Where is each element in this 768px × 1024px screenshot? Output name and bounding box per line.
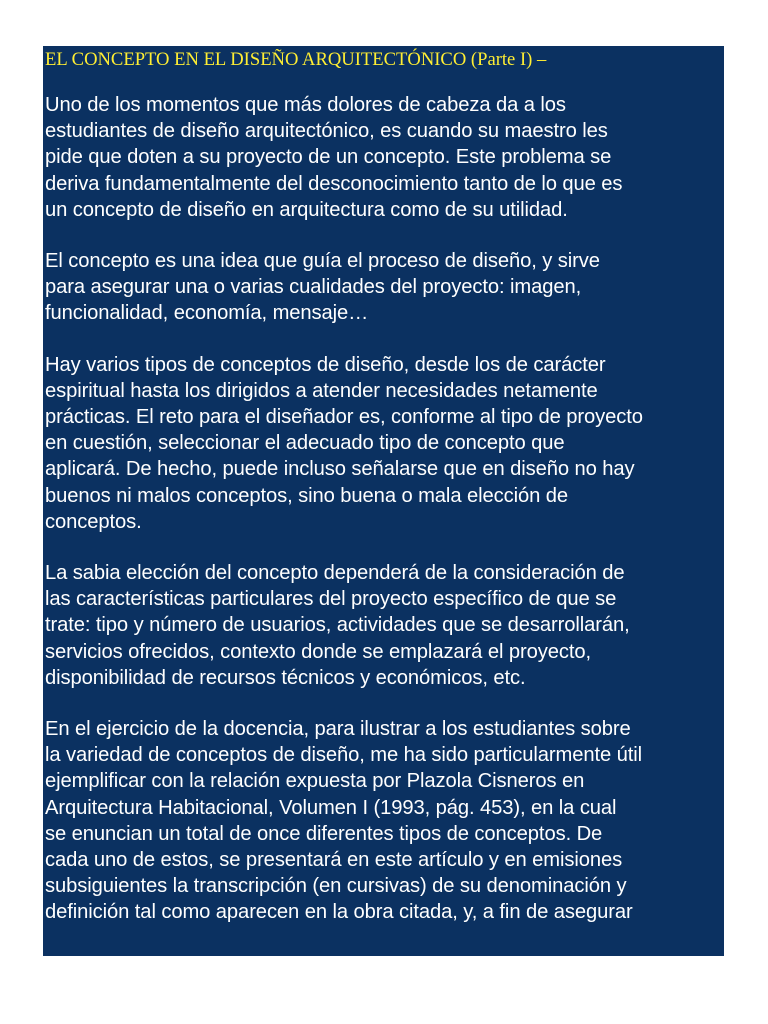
paragraph-line: ejemplificar con la relación expuesta por Plazola Cisneros en [45,770,585,793]
paragraph-3 [45,352,724,535]
paragraph-line: Uno de los momentos que más dolores de cabeza da a los [45,94,566,116]
paragraph-line: pide que doten a su proyecto de un concepto. Este problema se [45,146,612,169]
paragraph-line: La sabia elección del concepto dependerá de la consideración de [45,562,625,585]
paragraph-5 [45,716,724,926]
paragraph-line: disponibilidad de recursos técnicos y económicos, etc. [45,666,526,689]
paragraph-line: para asegurar una o varias cualidades del proyecto: imagen, [45,276,582,299]
paragraph-line: se enuncian un total de once diferentes tipos de conceptos. De [45,822,603,845]
paragraph-1 [45,92,724,223]
paragraph-line: buenos ni malos conceptos, sino buena o mala elección de [45,484,568,507]
paragraph-4 [45,560,724,691]
paragraph-line: conceptos. [45,510,142,533]
paragraph-2 [45,248,724,327]
paragraph-line: espiritual hasta los dirigidos a atender necesidades netamente [45,379,598,402]
paragraph-line: En el ejercicio de la docencia, para ilustrar a los estudiantes sobre [45,718,631,741]
paragraph-line: Hay varios tipos de conceptos de diseño, desde los de carácter [45,353,606,376]
paragraph-line: un concepto de diseño en arquitectura como de su utilidad. [45,198,568,221]
paragraph-line: funcionalidad, economía, mensaje… [45,302,369,325]
paragraph-line: en cuestión, seleccionar el adecuado tipo de concepto que [45,432,565,455]
paragraph-line: la variedad de conceptos de diseño, me ha sido particularmente útil [45,744,643,767]
paragraph-line: cada uno de estos, se presentará en este artículo y en emisiones [45,849,623,872]
paragraph-line: estudiantes de diseño arquitectónico, es cuando su maestro les [45,120,608,143]
document-panel [43,46,724,956]
paragraph-line: aplicará. De hecho, puede incluso señalarse que en diseño no hay [45,458,635,481]
paragraph-line: El concepto es una idea que guía el proceso de diseño, y sirve [45,250,600,273]
paragraph-line: subsiguientes la transcripción (en cursivas) de su denominación y [45,875,627,898]
paragraph-line: prácticas. El reto para el diseñador es, conforme al tipo de proyecto [45,406,643,429]
paragraph-line: Arquitectura Habitacional, Volumen I (1993, pág. 453), en la cual [45,796,617,819]
document-title: EL CONCEPTO EN EL DISEÑO ARQUITECTÓNICO (Parte I) – [45,49,547,70]
paragraph-line: trate: tipo y número de usuarios, actividades que se desarrollarán, [45,614,630,637]
paragraph-line: definición tal como aparecen en la obra citada, y, a fin de asegurar [45,901,633,924]
paragraph-line: deriva fundamentalmente del desconocimiento tanto de lo que es [45,172,623,195]
paragraph-line: las características particulares del proyecto específico de que se [45,588,617,611]
paragraph-line: servicios ofrecidos, contexto donde se emplazará el proyecto, [45,640,591,663]
